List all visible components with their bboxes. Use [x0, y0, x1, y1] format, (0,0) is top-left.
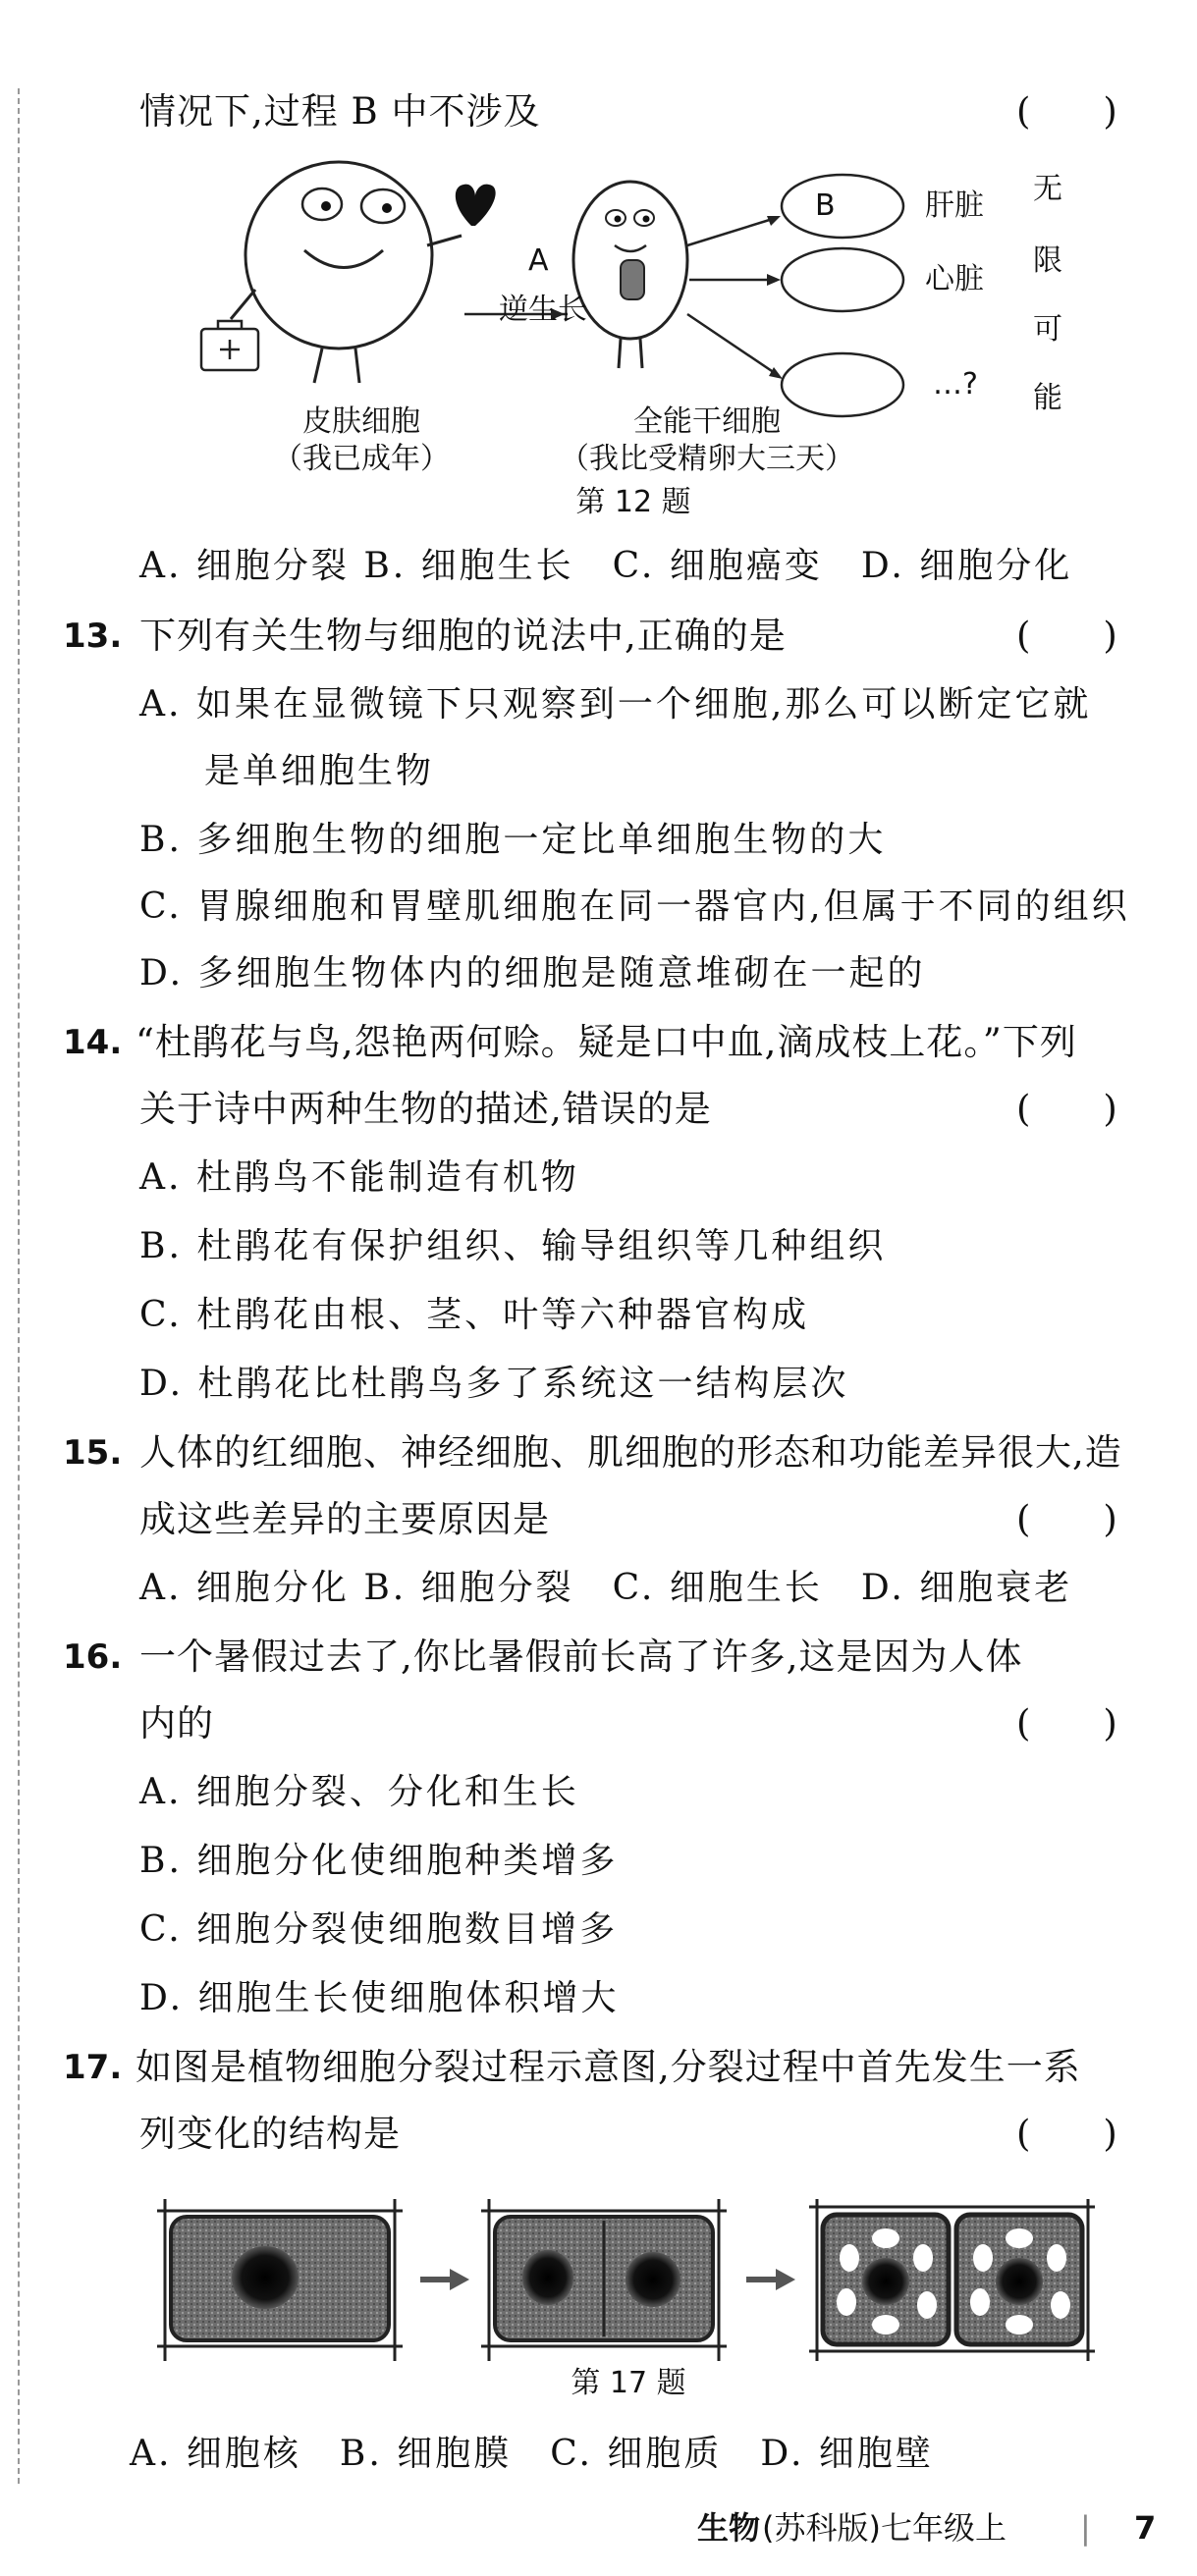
q12-left-cell-name: 皮肤细胞: [302, 404, 420, 439]
q16-option-c: C. 细胞分裂使细胞数目增多: [139, 1909, 619, 1950]
q14-number: 14.: [63, 1023, 123, 1062]
q12-target-heart: 心脏: [925, 262, 984, 296]
q13-option-a-cont: 是单细胞生物: [204, 751, 435, 791]
q12-arrow-a-label: A: [528, 243, 549, 278]
q16-option-a: A. 细胞分裂、分化和生长: [139, 1772, 579, 1812]
q14-stem-line1: “杜鹃花与鸟,怨艳两何赊。疑是口中血,滴成枝上花。”下列: [136, 1021, 1077, 1063]
cell-stage-3: [809, 2199, 1095, 2361]
binding-margin-dashed-line: [18, 88, 20, 2484]
q12-side-char-1: 无: [1033, 172, 1062, 206]
q12-answer-paren: ( ): [1016, 90, 1117, 133]
q14-option-d: D. 杜鹃花比杜鹃鸟多了系统这一结构层次: [139, 1364, 849, 1404]
q12-right-cell-name: 全能干细胞: [633, 404, 781, 439]
q16-answer-paren: ( ): [1016, 1702, 1117, 1744]
q13-stem: 下列有关生物与细胞的说法中,正确的是: [139, 615, 787, 657]
q16-number: 16.: [63, 1637, 123, 1677]
footer-edition: (苏科版)七年级上: [762, 2509, 1007, 2547]
footer-page-number: 7: [1134, 2509, 1157, 2547]
q17-stem-line1: 如图是植物细胞分裂过程示意图,分裂过程中首先发生一系: [136, 2046, 1081, 2088]
q12-target-liver: 肝脏: [925, 188, 984, 223]
q13-number: 13.: [63, 617, 123, 656]
q13-option-b: B. 多细胞生物的细胞一定比单细胞生物的大: [139, 820, 887, 860]
q12-options: A. 细胞分裂 B. 细胞生长 C. 细胞癌变 D. 细胞分化: [139, 546, 1073, 586]
q14-stem-line2: 关于诗中两种生物的描述,错误的是: [139, 1088, 712, 1130]
q12-arrow-a-text: 逆生长: [499, 293, 587, 327]
q12-stem-tail: 情况下,过程 B 中不涉及: [139, 90, 541, 133]
q13-option-a: A. 如果在显微镜下只观察到一个细胞,那么可以断定它就: [139, 684, 1092, 724]
q12-arrow-b-label: B: [815, 188, 836, 223]
q16-stem-line2: 内的: [139, 1702, 214, 1744]
q12-side-char-4: 能: [1033, 381, 1062, 415]
q12-target-unknown: …?: [933, 367, 978, 402]
q14-option-b: B. 杜鹃花有保护组织、输导组织等几种组织: [139, 1226, 887, 1266]
q12-figure-caption: 第 12 题: [575, 485, 691, 519]
q17-options: A. 细胞核 B. 细胞膜 C. 细胞质 D. 细胞壁: [130, 2434, 934, 2474]
q17-answer-paren: ( ): [1016, 2113, 1117, 2155]
q12-side-char-3: 可: [1033, 312, 1062, 347]
q14-option-a: A. 杜鹃鸟不能制造有机物: [139, 1157, 579, 1198]
footer-subject: 生物: [697, 2509, 761, 2547]
q16-option-d: D. 细胞生长使细胞体积增大: [139, 1978, 620, 2018]
q15-answer-paren: ( ): [1016, 1498, 1117, 1540]
q15-stem-line1: 人体的红细胞、神经细胞、肌细胞的形态和功能差异很大,造: [139, 1431, 1122, 1474]
footer-divider: |: [1080, 2509, 1091, 2547]
q13-answer-paren: ( ): [1016, 615, 1117, 657]
q15-number: 15.: [63, 1433, 123, 1473]
cell-stage-2: [481, 2199, 727, 2361]
heart-icon: [456, 185, 496, 226]
q15-options: A. 细胞分化 B. 细胞分裂 C. 细胞生长 D. 细胞衰老: [139, 1568, 1073, 1608]
cell-stage-1: [157, 2199, 403, 2361]
q17-cell-division-figure: [157, 2199, 1100, 2366]
q15-stem-line2: 成这些差异的主要原因是: [139, 1498, 550, 1540]
stem-cell-drawing: [573, 182, 687, 368]
q17-figure-caption: 第 17 题: [571, 2366, 686, 2400]
q16-option-b: B. 细胞分化使细胞种类增多: [139, 1841, 619, 1881]
q13-option-d: D. 多细胞生物体内的细胞是随意堆砌在一起的: [139, 953, 926, 993]
q12-side-char-2: 限: [1033, 243, 1062, 278]
q12-right-cell-note: （我比受精卵大三天）: [560, 442, 854, 476]
q14-option-c: C. 杜鹃花由根、茎、叶等六种器官构成: [139, 1295, 810, 1335]
q13-option-c: C. 胃腺细胞和胃壁肌细胞在同一器官内,但属于不同的组织: [139, 886, 1130, 927]
q12-left-cell-note: （我已成年）: [273, 442, 450, 476]
q16-stem-line1: 一个暑假过去了,你比暑假前长高了许多,这是因为人体: [139, 1636, 1023, 1678]
skin-cell-drawing: [201, 162, 496, 383]
q17-number: 17.: [63, 2048, 123, 2087]
q17-stem-line2: 列变化的结构是: [139, 2113, 401, 2155]
q14-answer-paren: ( ): [1016, 1088, 1117, 1130]
